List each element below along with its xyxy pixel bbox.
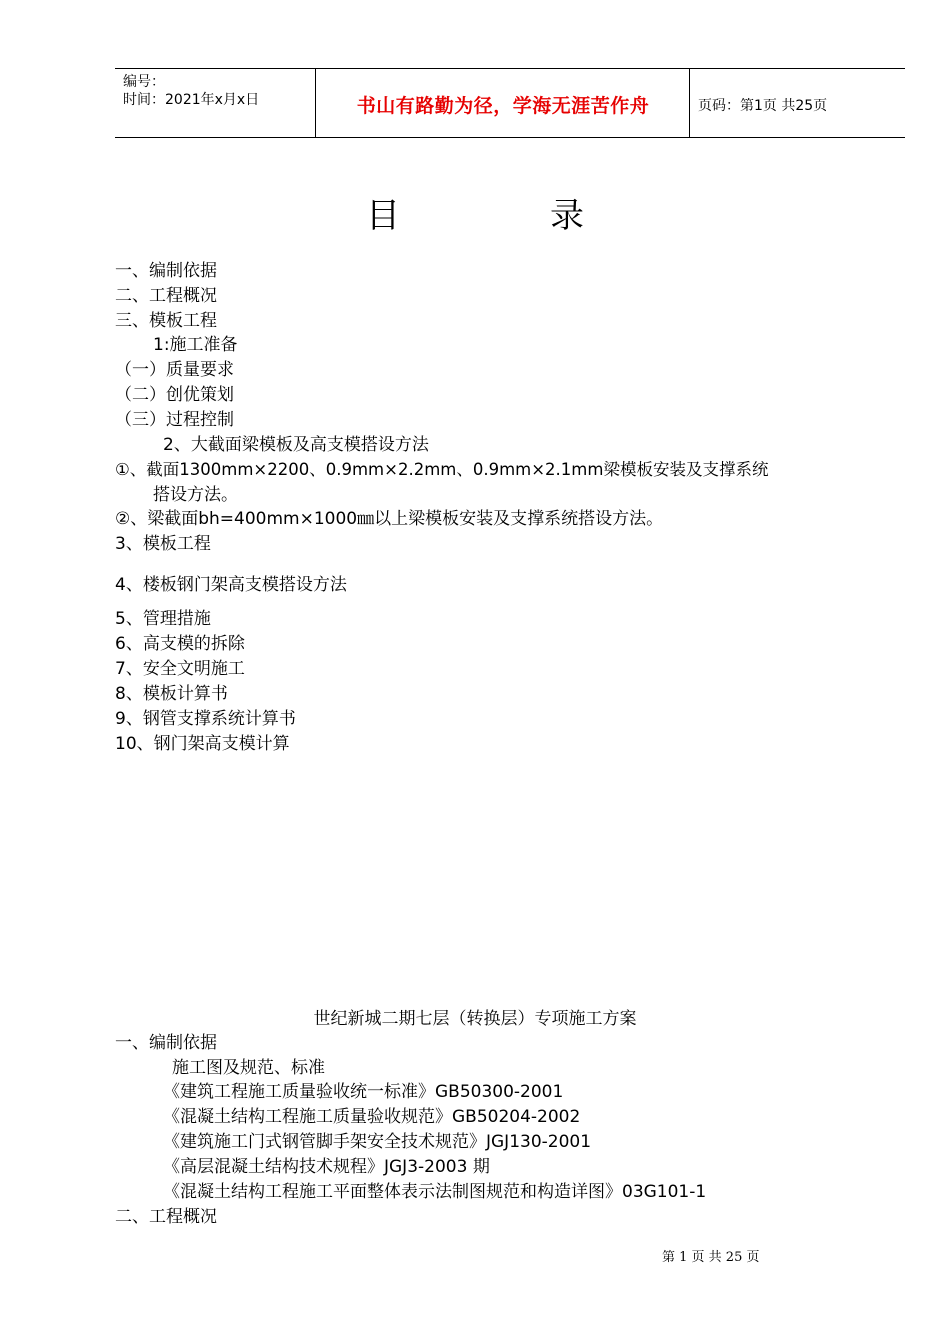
section-heading: 一、编制依据	[115, 1033, 217, 1053]
project-title: 世纪新城二期七层（转换层）专项施工方案	[313, 1009, 637, 1029]
header-divider-right	[689, 69, 690, 137]
toc-item: ②、梁截面bh=400mm×1000㎜以上梁模板安装及支撑系统搭设方法。	[115, 509, 664, 529]
standard-item: 《建筑工程施工质量验收统一标准》GB50300-2001	[163, 1082, 564, 1102]
toc-title-left: 目	[366, 196, 400, 236]
toc-item: 9、钢管支撑系统计算书	[115, 709, 296, 729]
section-heading: 二、工程概况	[115, 1207, 217, 1227]
standard-item: 《混凝土结构工程施工平面整体表示法制图规范和构造详图》03G101-1	[163, 1182, 707, 1202]
standard-item: 《建筑施工门式钢管脚手架安全技术规范》JGJ130-2001	[163, 1132, 592, 1152]
toc-item: （一）质量要求	[115, 360, 234, 380]
toc-item: （三）过程控制	[115, 410, 234, 430]
standard-item: 《高层混凝土结构技术规程》JGJ3-2003 期	[163, 1157, 490, 1177]
toc-title	[0, 188, 950, 237]
toc-item: 3、模板工程	[115, 534, 211, 554]
toc-item: 一、编制依据	[115, 261, 217, 281]
toc-item: 5、管理措施	[115, 609, 211, 629]
toc-item: 4、楼板钢门架高支模搭设方法	[115, 575, 347, 595]
basis-intro: 施工图及规范、标准	[172, 1058, 325, 1078]
toc-item: 2、大截面梁模板及高支模搭设方法	[163, 435, 429, 455]
header-page-info: 页码：第1页 共25页	[698, 98, 828, 114]
toc-item: 6、高支模的拆除	[115, 634, 245, 654]
toc-item: 8、模板计算书	[115, 684, 228, 704]
toc-title-right: 录	[550, 196, 584, 236]
toc-item: 1:施工准备	[153, 335, 238, 355]
toc-item: （二）创优策划	[115, 385, 234, 405]
toc-item: 三、模板工程	[115, 311, 217, 331]
toc-item: 10、钢门架高支模计算	[115, 734, 290, 754]
toc-item: 搭设方法。	[153, 485, 238, 505]
toc-item: ①、截面1300mm×2200、0.9mm×2.2mm、0.9mm×2.1mm梁模板安装及支撑系统	[115, 460, 769, 479]
serial-label: 编号：	[123, 74, 165, 90]
time-label: 时间：2021年x月x日	[123, 92, 260, 108]
page-footer: 第 1 页 共 25 页	[662, 1250, 760, 1265]
toc-item: 二、工程概况	[115, 286, 217, 306]
toc-item: 7、安全文明施工	[115, 659, 245, 679]
page-header	[115, 68, 905, 138]
standard-item: 《混凝土结构工程施工质量验收规范》GB50204-2002	[163, 1107, 581, 1127]
header-motto: 书山有路勤为径，学海无涯苦作舟	[356, 95, 650, 117]
header-meta	[123, 73, 259, 109]
